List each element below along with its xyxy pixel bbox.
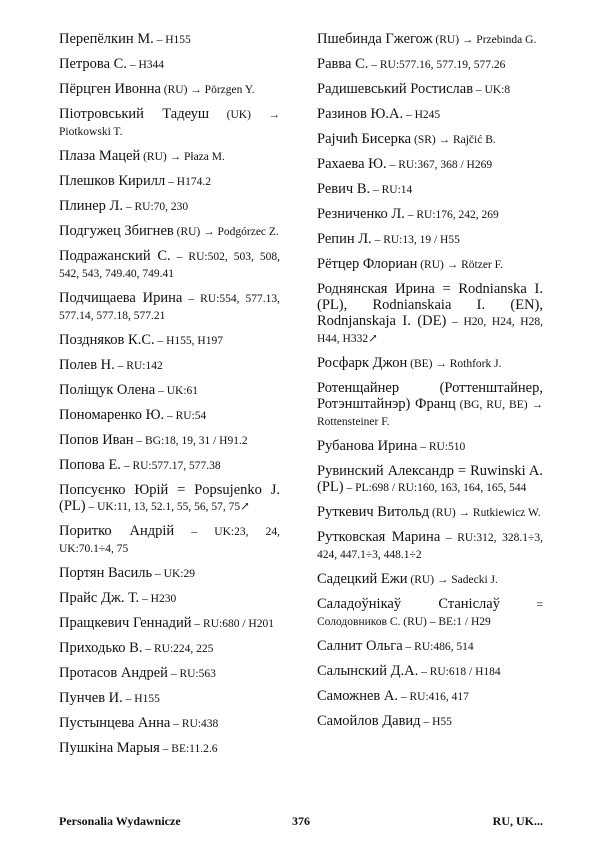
- entry-reference: – RU:224, 225: [142, 643, 214, 655]
- entry-name: Саможнев А.: [317, 688, 398, 704]
- index-entry: [317, 231, 543, 248]
- entry-name: Пушкіна Марыя: [59, 740, 160, 756]
- index-entry: [317, 106, 543, 123]
- entry-name: Прайс Дж. Т.: [59, 590, 140, 606]
- entry-name: Подгужец Збигнев: [59, 223, 174, 239]
- entry-reference: – RU:563: [167, 668, 216, 680]
- index-entry: [317, 206, 543, 223]
- index-entry: [317, 571, 543, 588]
- index-entry: [59, 382, 280, 399]
- entry-name: Протасов Андрей: [59, 665, 168, 681]
- index-entry: [317, 638, 543, 655]
- entry-name: Перепёлкин М.: [59, 31, 154, 47]
- index-entry: [317, 529, 543, 563]
- index-entry: [59, 248, 280, 282]
- entry-name: Приходько В.: [59, 640, 143, 656]
- entry-name: Подчищаева Ирина: [59, 290, 183, 306]
- index-entry: [59, 690, 280, 707]
- entry-name: Саладоўнікаў Станіслаў: [317, 596, 500, 612]
- entry-reference: – RU:577.17, 577.38: [120, 460, 221, 472]
- entry-name: Петрова С.: [59, 56, 127, 72]
- entry-reference: – RU:312, 328.1÷3, 424, 447.1÷3, 448.1÷2: [317, 532, 543, 561]
- entry-name: Піотровський Тадеуш: [59, 106, 210, 122]
- index-entry: [59, 590, 280, 607]
- entry-name: Резниченко Л.: [317, 206, 405, 222]
- entry-name: Попов Иван: [59, 432, 134, 448]
- index-entry: [59, 523, 280, 557]
- index-entry: [59, 482, 280, 515]
- entry-name: Плешков Кирилл: [59, 173, 166, 189]
- entry-reference: – H155: [122, 693, 160, 705]
- index-entry: [59, 457, 280, 474]
- index-entry: [317, 131, 543, 148]
- index-entry: [317, 256, 543, 273]
- index-entry: [317, 688, 543, 705]
- entry-reference: – BG:18, 19, 31 / H91.2: [133, 435, 248, 447]
- entry-name: Салнит Ольга: [317, 638, 403, 654]
- entry-reference: – H245: [403, 109, 441, 121]
- entry-reference: – H230: [139, 593, 177, 605]
- entry-reference: – RU:486, 514: [402, 641, 474, 653]
- footer-publication-title: Personalia Wydawnicze: [59, 814, 181, 828]
- index-entry: [317, 56, 543, 73]
- index-entry: [317, 463, 543, 496]
- entry-reference: – RU:577.16, 577.19, 577.26: [368, 59, 506, 71]
- index-entry: [59, 198, 280, 215]
- entry-reference: – H155, H197: [154, 335, 223, 347]
- index-entry: [59, 173, 280, 190]
- entry-reference: – RU:367, 368 / H269: [386, 159, 493, 171]
- entry-reference: – RU:70, 230: [123, 201, 189, 213]
- index-entry: [317, 355, 543, 372]
- index-entry: [317, 81, 543, 98]
- entry-name: Попсуєнко Юрій = Popsujenko J. (PL): [59, 482, 280, 514]
- entry-name: Росфарк Джон: [317, 355, 408, 371]
- index-entry: [59, 81, 280, 98]
- index-entry: [317, 663, 543, 680]
- entry-reference: (RU) → Rötzer F.: [417, 259, 503, 271]
- index-entry: [59, 740, 280, 757]
- entry-reference: (RU) → Płaza M.: [140, 151, 225, 163]
- index-entry: [317, 181, 543, 198]
- entry-reference: – UK:8: [473, 84, 511, 96]
- footer-section-range: RU, UK...: [492, 814, 543, 828]
- entry-reference: – RU:510: [417, 441, 466, 453]
- index-entry: [59, 407, 280, 424]
- entry-reference: – BE:11.2.6: [159, 743, 218, 755]
- entry-name: Пёрцген Ивонна: [59, 81, 161, 97]
- entry-name: Рутковская Марина: [317, 529, 441, 545]
- entry-reference: – UK:11, 13, 52.1, 55, 56, 57, 75↗: [85, 501, 250, 513]
- index-entry: [59, 665, 280, 682]
- entry-reference: – RU:680 / H201: [191, 618, 274, 630]
- index-entry: [59, 357, 280, 374]
- entry-reference: (SR) → Rajčić B.: [411, 134, 496, 146]
- entry-name: Ревич В.: [317, 181, 371, 197]
- entry-name: Портян Василь: [59, 565, 153, 581]
- index-entry: [59, 106, 280, 140]
- entry-name: Радишевський Ростислав: [317, 81, 474, 97]
- entry-name: Поліщук Олена: [59, 382, 156, 398]
- entry-reference: (RU) → Przebinda G.: [432, 34, 537, 46]
- index-column-left: [59, 31, 280, 765]
- entry-name: Руткевич Витольд: [317, 504, 430, 520]
- index-entry: [317, 31, 543, 48]
- entry-reference: (BE) → Rothfork J.: [407, 358, 502, 370]
- entry-reference: – H55: [420, 716, 452, 728]
- entry-reference: – RU:13, 19 / H55: [371, 234, 460, 246]
- entry-reference: – RU:502, 503, 508, 542, 543, 749.40, 749.41: [59, 251, 280, 280]
- entry-reference: – RU:142: [114, 360, 163, 372]
- page-footer: [59, 814, 543, 832]
- entry-name: Разинов Ю.А.: [317, 106, 404, 122]
- entry-name: Поритко Андрій: [59, 523, 175, 539]
- index-entry: [59, 640, 280, 657]
- index-entry: [317, 438, 543, 455]
- index-entry: [317, 596, 543, 630]
- entry-name: Ротенщайнер (Роттенштайнер, Ротэнштайнэр) Франц: [317, 380, 543, 412]
- index-entry: [59, 290, 280, 324]
- entry-name: Поздняков К.С.: [59, 332, 155, 348]
- entry-reference: – H344: [126, 59, 164, 71]
- page-number: 376: [292, 814, 310, 828]
- entry-name: Попова Е.: [59, 457, 121, 473]
- entry-name: Рахаева Ю.: [317, 156, 387, 172]
- index-entry: [59, 148, 280, 165]
- index-entry: [317, 504, 543, 521]
- entry-name: Подражанский С.: [59, 248, 171, 264]
- index-entry: [59, 31, 280, 48]
- entry-name: Полев Н.: [59, 357, 115, 373]
- entry-reference: – RU:14: [370, 184, 413, 196]
- index-column-right: [317, 31, 543, 738]
- entry-reference: (UK) → Piotkowski T.: [59, 109, 280, 138]
- index-entry: [59, 565, 280, 582]
- entry-name: Рајчић Бисерка: [317, 131, 412, 147]
- entry-name: Пономаренко Ю.: [59, 407, 165, 423]
- index-entry: [59, 332, 280, 349]
- entry-reference: – RU:618 / H184: [418, 666, 501, 678]
- entry-reference: (RU) → Rutkiewicz W.: [429, 507, 541, 519]
- entry-reference: = Солодовников С. (RU) – BE:1 / H29: [317, 599, 543, 628]
- entry-reference: (RU) → Pörzgen Y.: [160, 84, 255, 96]
- entry-name: Садецкий Ежи: [317, 571, 408, 587]
- entry-reference: – H174.2: [165, 176, 211, 188]
- entry-name: Пращкевич Геннадий: [59, 615, 192, 631]
- index-entry: [317, 380, 543, 430]
- entry-reference: – UK:29: [152, 568, 195, 580]
- entry-name: Пустынцева Анна: [59, 715, 171, 731]
- entry-reference: – H20, H24, H28, H44, H332↗: [317, 316, 543, 345]
- entry-name: Рётцер Флориан: [317, 256, 418, 272]
- index-entry: [59, 432, 280, 449]
- entry-name: Салынский Д.А.: [317, 663, 419, 679]
- entry-reference: – RU:438: [170, 718, 219, 730]
- entry-reference: (RU) → Sadecki J.: [407, 574, 498, 586]
- entry-name: Плинер Л.: [59, 198, 123, 214]
- entry-reference: – UK:61: [155, 385, 199, 397]
- index-entry: [317, 281, 543, 347]
- index-entry: [59, 615, 280, 632]
- entry-name: Равва С.: [317, 56, 369, 72]
- index-entry: [317, 713, 543, 730]
- index-entry: [59, 56, 280, 73]
- entry-name: Пунчев И.: [59, 690, 123, 706]
- entry-name: Самойлов Давид: [317, 713, 421, 729]
- entry-name: Роднянская Ирина = Rodnianska I. (PL), Rodnianskaia I. (EN), Rodnjanskaja I. (DE): [317, 281, 543, 329]
- entry-reference: – UK:23, 24, UK:70.1÷4, 75: [59, 526, 280, 555]
- entry-reference: – RU:176, 242, 269: [404, 209, 499, 221]
- entry-reference: – PL:698 / RU:160, 163, 164, 165, 544: [343, 482, 527, 494]
- entry-reference: (RU) → Podgórzec Z.: [173, 226, 279, 238]
- entry-name: Репин Л.: [317, 231, 372, 247]
- entry-reference: – H155: [153, 34, 191, 46]
- index-entry: [317, 156, 543, 173]
- entry-name: Рувинский Александр = Ruwinski A. (PL): [317, 463, 543, 495]
- entry-name: Пшебинда Гжегож: [317, 31, 433, 47]
- entry-reference: (BG, RU, BE) → Rottensteiner F.: [317, 399, 543, 428]
- index-entry: [59, 715, 280, 732]
- entry-name: Рубанова Ирина: [317, 438, 418, 454]
- entry-reference: – RU:416, 417: [397, 691, 469, 703]
- entry-reference: – RU:554, 577.13, 577.14, 577.18, 577.21: [59, 293, 280, 322]
- entry-name: Плаза Мацей: [59, 148, 141, 164]
- index-entry: [59, 223, 280, 240]
- entry-reference: – RU:54: [164, 410, 207, 422]
